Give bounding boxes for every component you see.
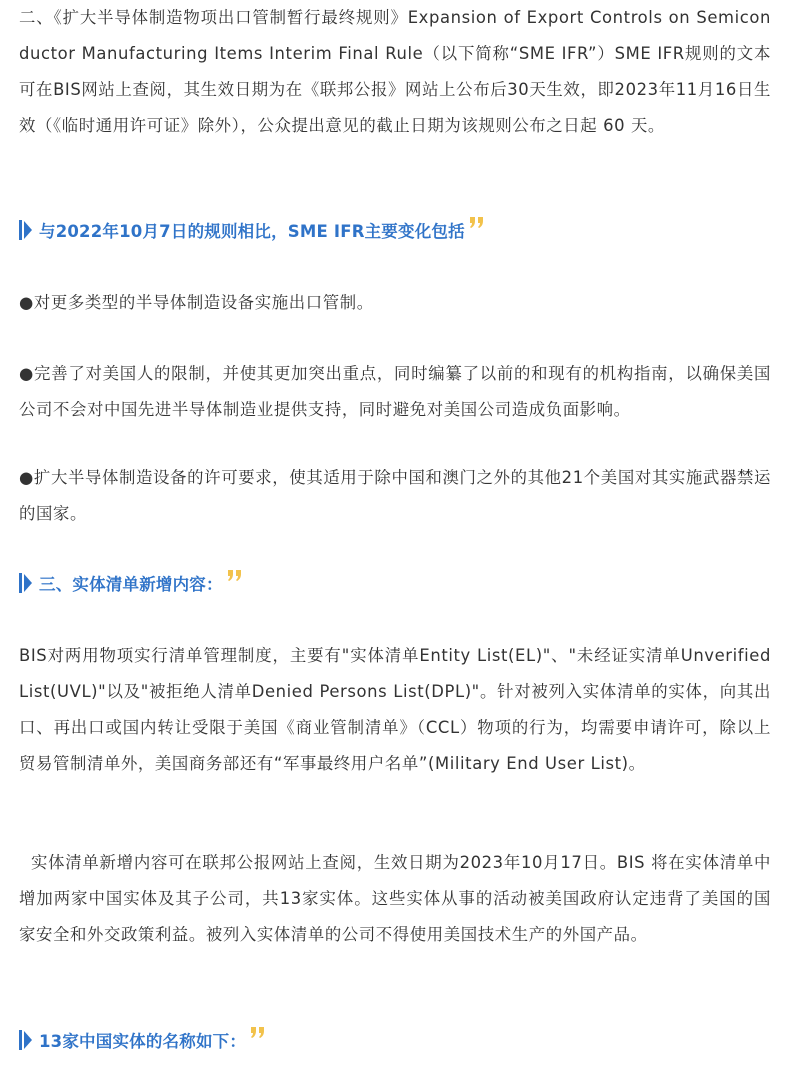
bullet-item: ●完善了对美国人的限制，并使其更加突出重点，同时编纂了以前的和现有的机构指南，以确保美国公司不会对中国先进半导体制造业提供支持，同时避免对美国公司造成负面影响。 (19, 364, 771, 419)
intro-paragraph: 二、《扩大半导体制造物项出口管制暂行最终规则》Expansion of Export Controls on Semiconductor Manufacturing Items Interim Final Rule（以下简称“SME IFR”）SME IFR规则的文本可在BIS网站上查阅，其生效日期为在《联邦公报》网站上公布后30天生效，即2023年11月16日生效（《临时通用许可证》除外），公众提出意见的截止日期为该规则公布之日起 60 天。 (19, 8, 771, 135)
quote-icon (469, 217, 485, 229)
body-paragraph: BIS对两用物项实行清单管理制度，主要有"实体清单Entity List(EL)"、"未经证实清单Unverified List(UVL)"以及"被拒绝人清单Denied Persons List(DPL)"。针对被列入实体清单的实体，向其出口、再出口或国内转让受限于美国《商业管制清单》（CCL）物项的行为，均需要申请许可，除以上贸易管制清单外，美国商务部还有“军事最终用户名单”(Military End User List)。 (19, 646, 771, 773)
body-paragraph: 实体清单新增内容可在联邦公报网站上查阅，生效日期为2023年10月17日。BIS 将在实体清单中增加两家中国实体及其子公司，共13家实体。这些实体从事的活动被美国政府认定违背了美国的国家安全和外交政策利益。被列入实体清单的公司不得使用美国技术生产的外国产品。 (19, 853, 771, 944)
section-heading-entity-list (19, 567, 243, 599)
play-arrow-icon (19, 572, 33, 594)
section-heading-changes (19, 214, 485, 246)
quote-icon (227, 570, 243, 582)
quote-icon (250, 1027, 266, 1039)
section-heading-text: 三、实体清单新增内容： (39, 575, 223, 594)
section-heading-text: 与2022年10月7日的规则相比，SME IFR主要变化包括 (39, 222, 465, 241)
section-heading-entity-names (19, 1024, 266, 1056)
bullet-item: ●对更多类型的半导体制造设备实施出口管制。 (19, 293, 374, 312)
section-heading-text: 13家中国实体的名称如下： (39, 1032, 247, 1051)
play-arrow-icon (19, 219, 33, 241)
play-arrow-icon (19, 1029, 33, 1051)
bullet-item: ●扩大半导体制造设备的许可要求，使其适用于除中国和澳门之外的其他21个美国对其实施武器禁运的国家。 (19, 468, 771, 523)
